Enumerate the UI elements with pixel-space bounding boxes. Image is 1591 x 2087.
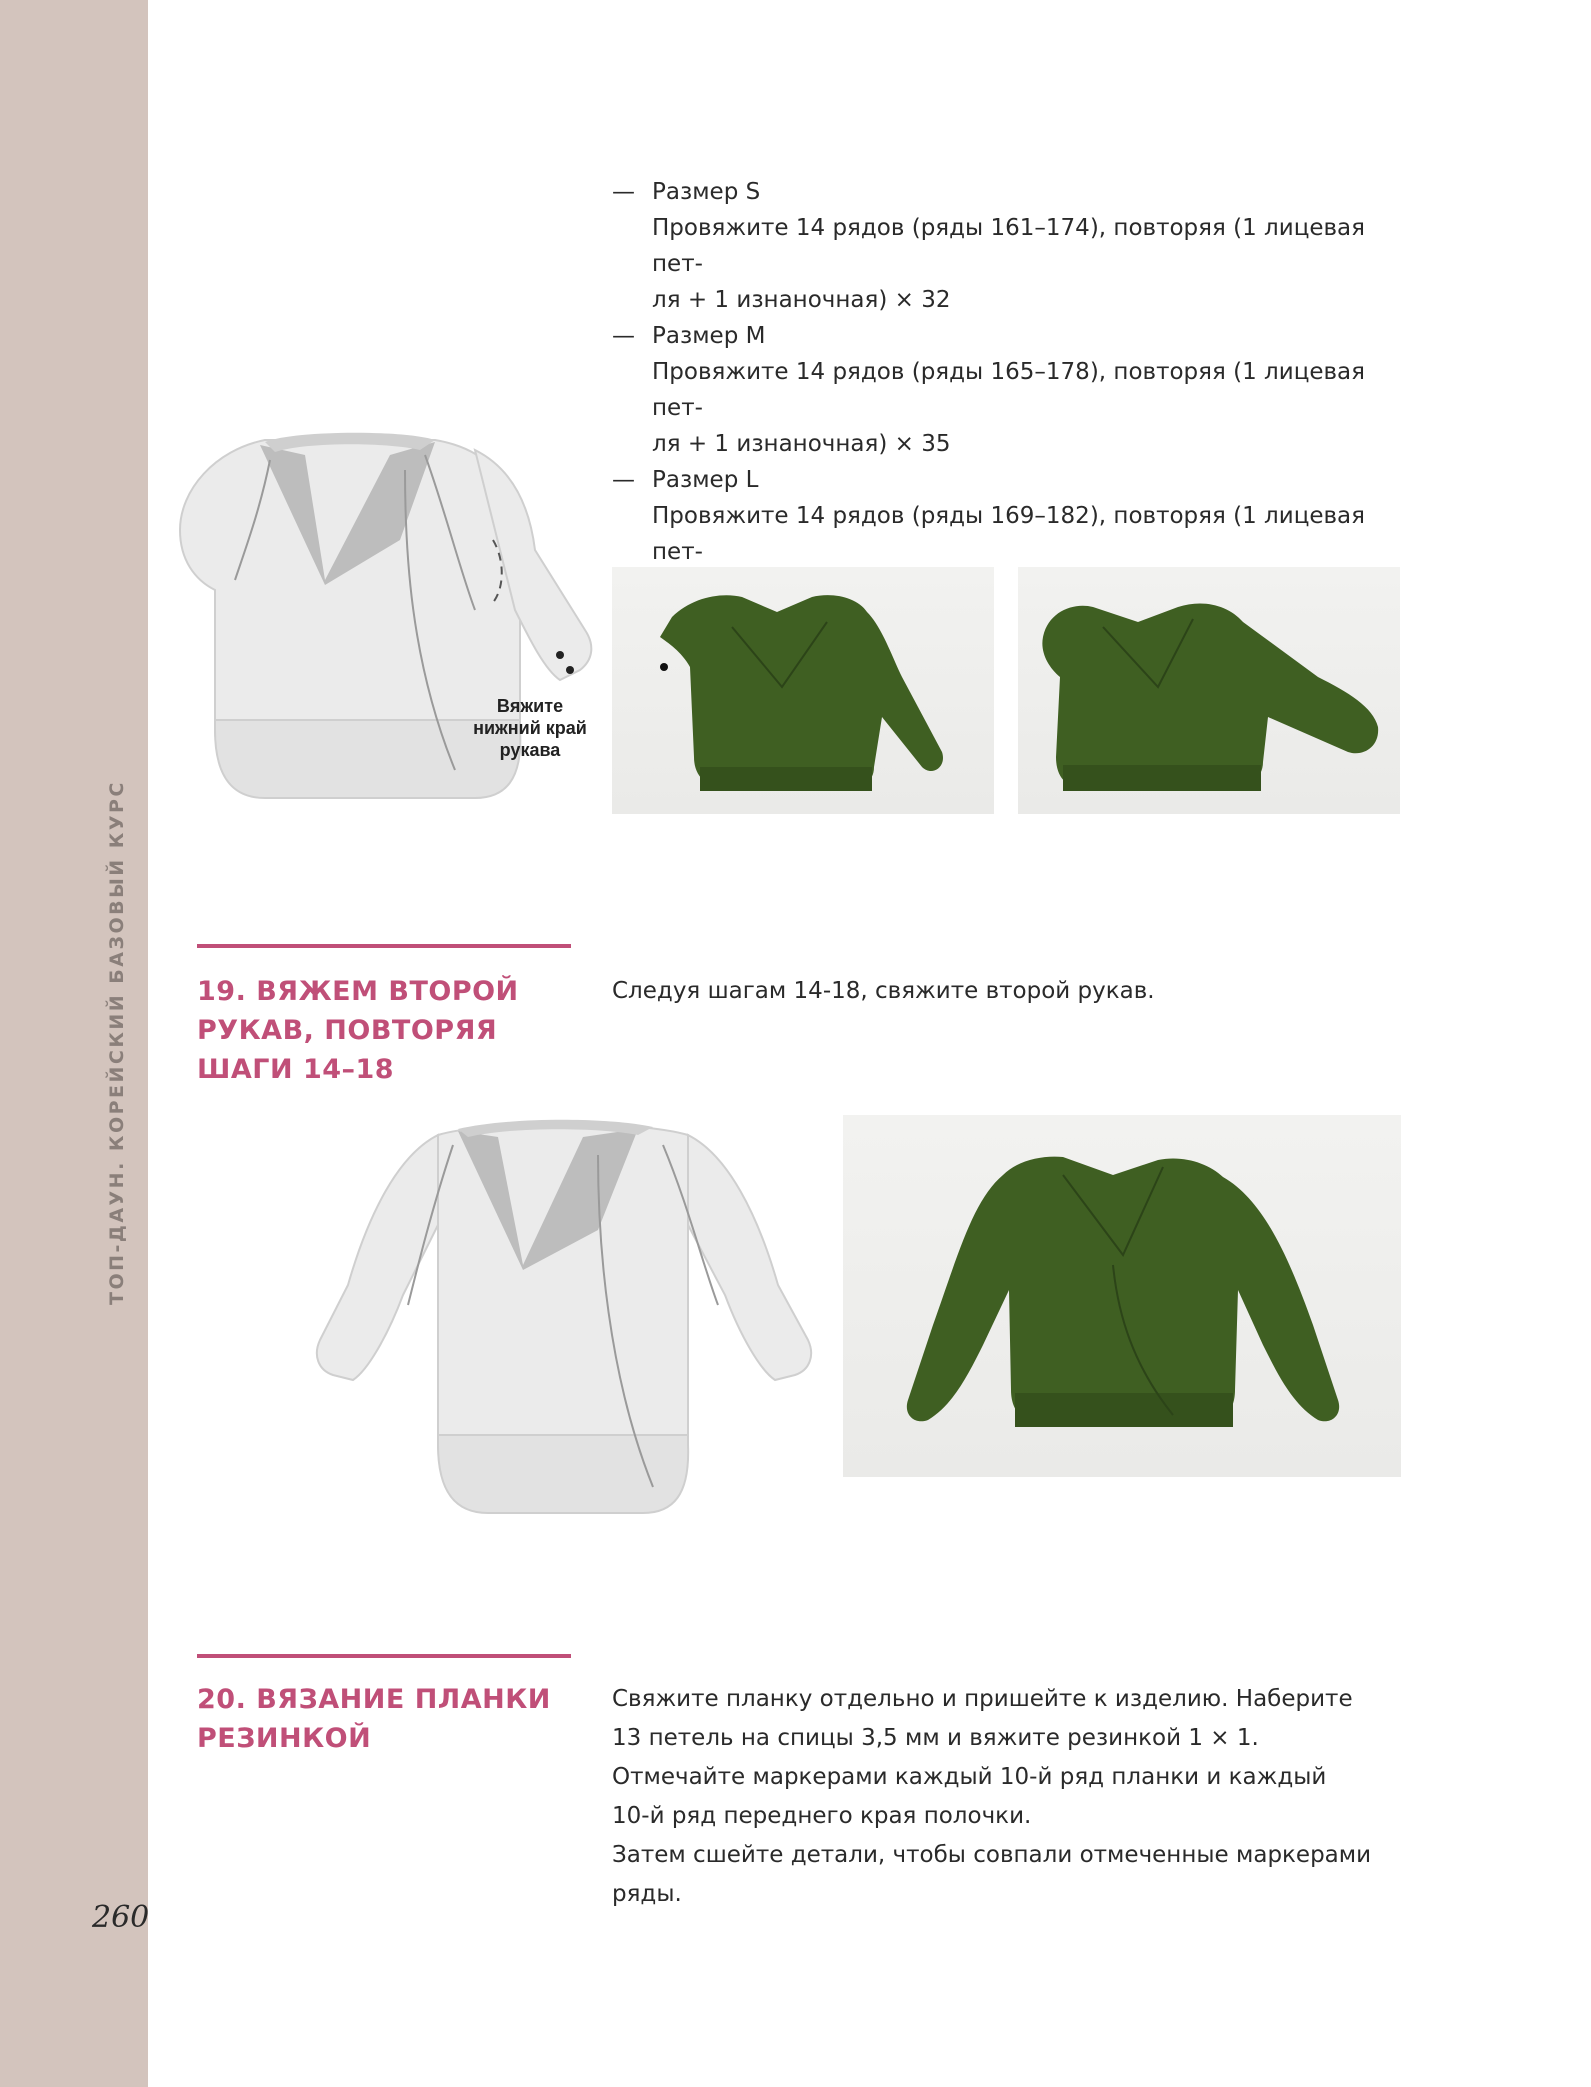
sweater-photo-one-sleeve xyxy=(612,567,994,814)
dash: — xyxy=(612,179,635,205)
size-item xyxy=(612,174,1412,318)
callout-line: нижний край xyxy=(473,718,587,738)
page-number: 260 xyxy=(92,1900,150,1935)
step-19-text: Следуя шагам 14-18, свяжите второй рукав. xyxy=(612,978,1155,1004)
text-line: ряды. xyxy=(612,1881,682,1907)
size-desc-line: ля + 1 изнаночная) × 35 xyxy=(652,431,951,457)
sleeve-callout xyxy=(460,695,600,761)
size-name: Размер S xyxy=(652,179,761,205)
sweater-photo-one-sleeve-alt xyxy=(1018,567,1400,814)
size-item xyxy=(612,318,1412,462)
size-desc-line: Провяжите 14 рядов (ряды 161–174), повторяя (1 лицевая пет- xyxy=(652,215,1365,277)
size-list xyxy=(612,174,1412,606)
heading-line: 20. ВЯЗАНИЕ ПЛАНКИ xyxy=(197,1684,551,1715)
size-desc-line: Провяжите 14 рядов (ряды 169–182), повторяя (1 лицевая пет- xyxy=(652,503,1365,565)
text-line: Отмечайте маркерами каждый 10-й ряд планки и каждый xyxy=(612,1764,1327,1790)
heading-line: РУКАВ, ПОВТОРЯЯ xyxy=(197,1015,498,1046)
size-name: Размер M xyxy=(652,323,766,349)
step-20-text xyxy=(612,1680,1402,1914)
callout-line: рукава xyxy=(499,740,561,760)
running-header: ТОП-ДАУН. КОРЕЙСКИЙ БАЗОВЫЙ КУРС xyxy=(106,780,128,1305)
text-line: Свяжите планку отдельно и пришейте к изделию. Наберите xyxy=(612,1686,1353,1712)
text-line: 13 петель на спицы 3,5 мм и вяжите резинкой 1 × 1. xyxy=(612,1725,1259,1751)
sweater-sketch-two-sleeves xyxy=(308,1115,823,1515)
size-desc-line: ля + 1 изнаночная) × 32 xyxy=(652,287,951,313)
step-20-heading xyxy=(197,1680,577,1758)
dash: — xyxy=(612,467,635,493)
dash: — xyxy=(612,323,635,349)
text-line: Затем сшейте детали, чтобы совпали отмеченные маркерами xyxy=(612,1842,1372,1868)
heading-line: ШАГИ 14–18 xyxy=(197,1054,395,1085)
text-line: 10-й ряд переднего края полочки. xyxy=(612,1803,1032,1829)
heading-line: РЕЗИНКОЙ xyxy=(197,1723,372,1754)
callout-line: Вяжите xyxy=(496,696,564,716)
section-rule xyxy=(197,1654,571,1658)
sweater-sketch-one-sleeve xyxy=(175,430,595,820)
heading-line: 19. ВЯЖЕМ ВТОРОЙ xyxy=(197,976,519,1007)
step-19-heading xyxy=(197,972,577,1089)
section-rule xyxy=(197,944,571,948)
sweater-photo-two-sleeves xyxy=(843,1115,1401,1477)
size-name: Размер L xyxy=(652,467,759,493)
size-desc-line: Провяжите 14 рядов (ряды 165–178), повторяя (1 лицевая пет- xyxy=(652,359,1365,421)
